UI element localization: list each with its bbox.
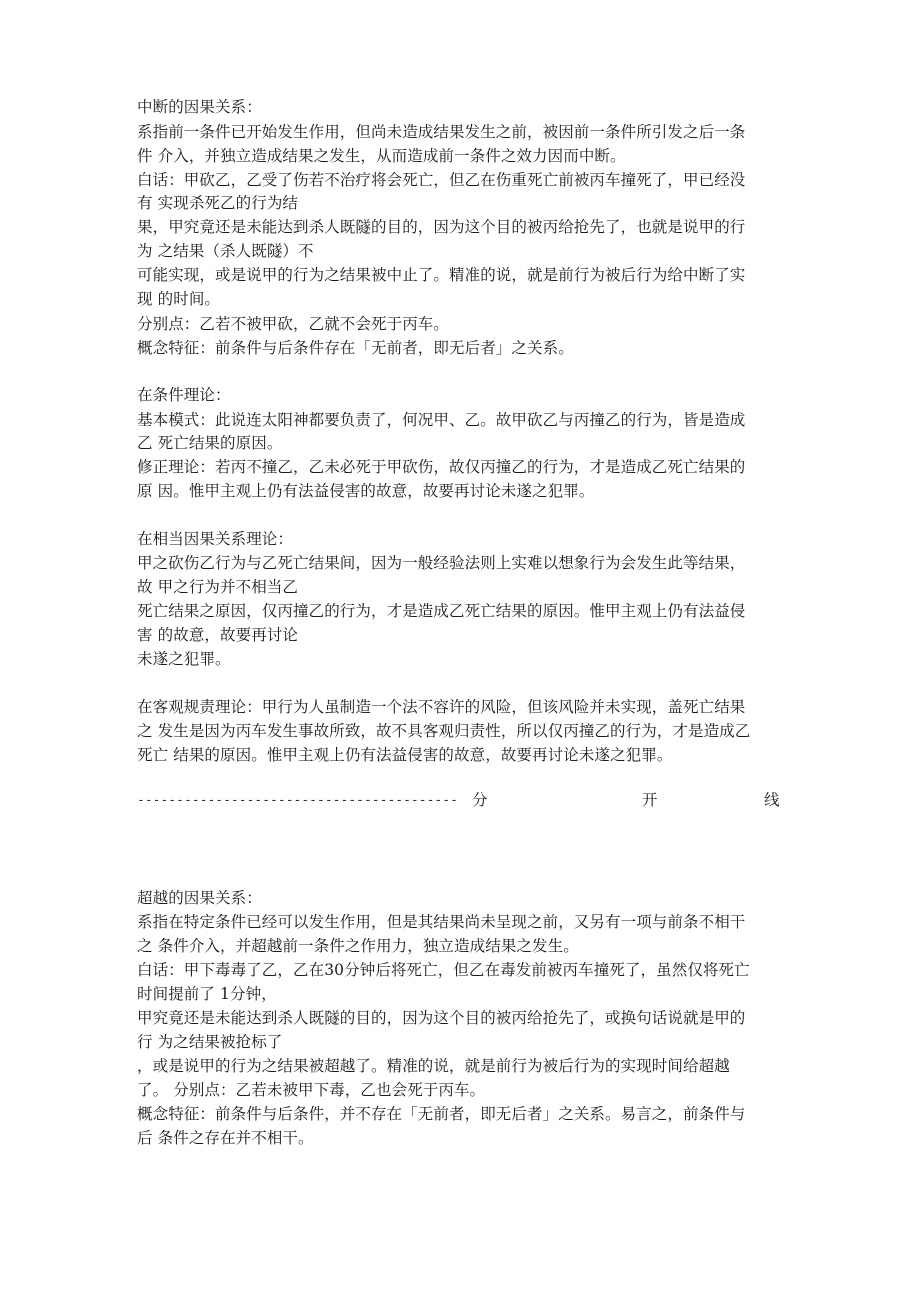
paragraph-line: 故 甲之行为并不相当乙	[137, 578, 299, 596]
paragraph-line: 白话：甲砍乙，乙受了伤若不治疗将会死亡，但乙在伤重死亡前被丙车撞死了，甲已经没	[137, 171, 746, 189]
separator-char-2: 开	[642, 791, 658, 809]
paragraph-line: ，或是说甲的行为之结果被超越了。精准的说，就是前行为被后行为的实现时间给超越	[137, 1057, 730, 1075]
section-heading-condition-theory: 在条件理论：	[137, 386, 231, 404]
paragraph-line: 果，甲究竟还是未能达到杀人既隧的目的，因为这个目的被丙给抢先了，也就是说甲的行	[137, 218, 746, 236]
paragraph-line: 基本模式：此说连太阳神都要负责了，何况甲、乙。故甲砍乙与丙撞乙的行为，皆是造成	[137, 411, 746, 429]
paragraph-line: 概念特征：前条件与后条件，并不存在「无前者，即无后者」之关系。易言之，前条件与	[137, 1105, 746, 1123]
paragraph-line: 可能实现，或是说甲的行为之结果被中止了。精准的说，就是前行为被后行为给中断了实	[137, 266, 746, 284]
section-heading-overtaking-causation: 超越的因果关系：	[137, 889, 262, 907]
paragraph-line: 死亡结果之原因，仅丙撞乙的行为，才是造成乙死亡结果的原因。惟甲主观上仍有法益侵	[137, 602, 746, 620]
paragraph-line: 为 之结果（杀人既隧）不	[137, 242, 314, 260]
paragraph-line: 修正理论：若丙不撞乙，乙未必死于甲砍伤，故仅丙撞乙的行为，才是造成乙死亡结果的	[137, 458, 746, 476]
separator-char-1: 分	[472, 791, 488, 809]
paragraph-line: 白话：甲下毒毒了乙，乙在30分钟后将死亡，但乙在毒发前被丙车撞死了，虽然仅将死亡	[137, 961, 750, 979]
paragraph-line: 分别点：乙若不被甲砍，乙就不会死于丙车。	[137, 315, 450, 333]
paragraph-line: 之 条件介入，并超越前一条件之作用力，独立造成结果之发生。	[137, 937, 579, 955]
paragraph-line: 了。 分别点：乙若未被甲下毒，乙也会死于丙车。	[137, 1081, 486, 1099]
separator-char-3: 线	[764, 791, 780, 809]
paragraph-line: 件 介入，并独立造成结果之发生，从而造成前一条件之效力因而中断。	[137, 147, 626, 165]
paragraph-line: 概念特征：前条件与后条件存在「无前者，即无后者」之关系。	[137, 339, 574, 357]
paragraph-line: 之 发生是因为丙车发生事故所致，故不具客观归责性，所以仅丙撞乙的行为，才是造成乙	[137, 722, 751, 740]
separator-dashes: -----------------------------------------	[137, 793, 458, 808]
paragraph-line: 系指前一条件已开始发生作用，但尚未造成结果发生之前，被因前一条件所引发之后一条	[137, 123, 746, 141]
paragraph-line: 未遂之犯罪。	[137, 650, 231, 668]
paragraph-line: 系指在特定条件已经可以发生作用，但是其结果尚未呈现之前，又另有一项与前条不相干	[137, 913, 746, 931]
paragraph-line: 原 因。惟甲主观上仍有法益侵害的故意，故要再讨论未遂之犯罪。	[137, 482, 595, 500]
paragraph-line: 甲究竟还是未能达到杀人既隧的目的，因为这个目的被丙给抢先了，或换句话说就是甲的	[137, 1009, 746, 1027]
paragraph-objective-imputation-theory: 在客观规责理论：甲行为人虽制造一个法不容许的风险，但该风险并未实现，盖死亡结果	[137, 698, 746, 716]
section-heading-adequate-causation-theory: 在相当因果关系理论：	[137, 530, 294, 548]
paragraph-line: 有 实现杀死乙的行为结	[137, 194, 299, 212]
paragraph-line: 现 的时间。	[137, 290, 221, 308]
paragraph-line: 甲之砍伤乙行为与乙死亡结果间，因为一般经验法则上实难以想象行为会发生此等结果，	[137, 554, 746, 572]
paragraph-line: 行 为之结果被抢标了	[137, 1033, 283, 1051]
paragraph-line: 时间提前了 1分钟，	[137, 985, 277, 1003]
paragraph-line: 乙 死亡结果的原因。	[137, 434, 283, 452]
section-heading-interrupted-causation: 中断的因果关系：	[137, 98, 262, 116]
paragraph-line: 后 条件之存在并不相干。	[137, 1129, 314, 1147]
paragraph-line: 害 的故意，故要再讨论	[137, 626, 299, 644]
paragraph-line: 死亡 结果的原因。惟甲主观上仍有法益侵害的故意，故要再讨论未遂之犯罪。	[137, 746, 673, 764]
